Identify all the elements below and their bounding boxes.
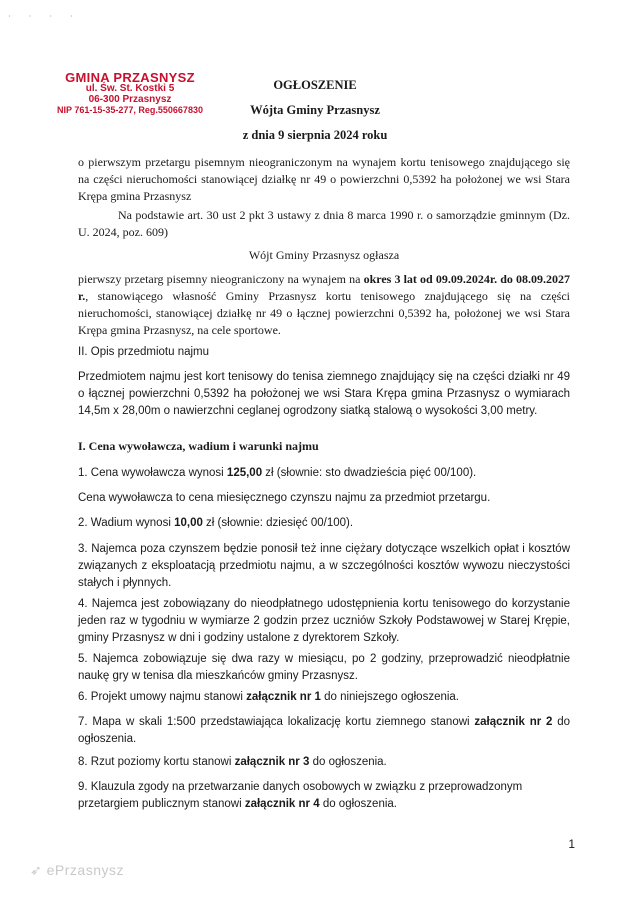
item-9-attachment: załącznik nr 4: [244, 798, 320, 810]
scan-specks: · · · ·: [8, 12, 81, 21]
item-6-text-b: do niniejszego ogłoszenia.: [320, 691, 460, 703]
item-6: [78, 689, 570, 706]
document-subtitle: Wójta Gminy Przasnysz: [250, 103, 380, 117]
document-date: z dnia 9 sierpnia 2024 roku: [242, 128, 388, 142]
municipality-stamp: [50, 72, 210, 116]
watermark-text: ePrzasnysz: [46, 862, 124, 878]
main-text-1: pierwszy przetarg pisemny nieograniczony na wynajem na: [78, 272, 364, 286]
section1-heading: I. Cena wywoławcza, wadium i warunki najmu: [78, 439, 319, 453]
item-1-note: Cena wywoławcza to cena miesięcznego czynszu najmu za przedmiot przetargu.: [78, 492, 491, 504]
legal-basis-paragraph: Na podstawie art. 30 ust 2 pkt 3 ustawy z dnia 8 marca 1990 r. o samorządzie gminnym (Dz. U. 2024, poz. 609): [78, 208, 570, 239]
stamp-nip: NIP 761-15-35-277, Reg.550667830: [57, 105, 203, 115]
item-1-text-b: zł (słownie: sto dwadzieścia pięć 00/100).: [262, 467, 477, 479]
item-1: [78, 465, 570, 482]
item-9-text-a: 9. Klauzula zgody na przetwarzanie danych osobowych w związku z przeprowadzonym przetargiem publicznym stanowi: [78, 781, 523, 810]
item-6-attachment: załącznik nr 1: [246, 691, 321, 703]
announces-line: Wójt Gminy Przasnysz ogłasza: [248, 248, 400, 262]
item-7-attachment: załącznik nr 2: [474, 716, 553, 728]
item-8: [78, 754, 570, 771]
section2-text: Przedmiotem najmu jest kort tenisowy do tenisa ziemnego znajdujący się na części działki nr 49 o łącznej powierzchni 0,5392 ha położonej we wsi Stara Krępa gmina Przasnysz o wymiarach 14,5m x 28,00m o nawierzchni ceglanej ogrodzony siatką stalową o wysokości 3,00 metry.: [78, 371, 570, 417]
item-1-text-a: 1. Cena wywoławcza wynosi: [78, 467, 227, 479]
item-9-text-b: do ogłoszenia.: [319, 798, 397, 810]
main-period: okres 3 lat od 09.09.2024r. do 08.09.2027 r.: [78, 272, 570, 303]
stamp-city: 06-300 Przasnysz: [88, 94, 172, 105]
item-2-text-a: 2. Wadium wynosi: [78, 517, 175, 529]
item-6-text-a: 6. Projekt umowy najmu stanowi: [78, 691, 247, 703]
document-title: OGŁOSZENIE: [273, 78, 357, 92]
item-2-deposit: 10,00: [174, 517, 203, 529]
item-3: 3. Najemca poza czynszem będzie ponosił też inne ciężary dotyczące wszelkich opłat i kosztów związanych z eksploatacją przedmiotu najmu, a w szczególności kosztów wywozu nieczystości stałych i płynnych.: [78, 543, 570, 589]
watermark-arrow-icon: ➶: [30, 862, 43, 878]
item-5: 5. Najemca zobowiązuje się dwa razy w miesiącu, po 2 godziny, przeprowadzić nieodpłatnie naukę gry w tenisa dla mieszkańców gminy Przasnysz.: [78, 653, 570, 682]
item-4: 4. Najemca jest zobowiązany do nieodpłatnego udostępnienia kortu tenisowego do korzystanie jeden raz w tygodniu w wymiarze 2 godzin przez uczniów Szkoły Podstawowej w Starej Krępie, gminy Przasnysz w dni i godziny ustalone z dyrektorem Szkoły.: [78, 598, 570, 644]
item-1-price: 125,00: [226, 467, 263, 479]
stamp-street: ul. Św. St. Kostki 5: [85, 83, 175, 94]
stamp-name: GMINA PRZASNYSZ: [65, 70, 195, 85]
main-text-2: , stanowiącego własność Gminy Przasnysz kortu tenisowego znajdującego się na części nieruchomości, stanowiącej działkę nr 49 o łącznej powierzchni 0,5392 ha, położonej we wsi Stara Krępa gmina Przasnysz, na cele sportowe.: [78, 289, 570, 337]
item-7-text-b: do ogłoszenia.: [78, 716, 570, 745]
item-7: [78, 714, 570, 748]
item-9: [78, 779, 570, 813]
page-number: 1: [568, 837, 575, 851]
intro-paragraph: o pierwszym przetargu pisemnym nieograniczonym na wynajem kortu tenisowego znajdującego się na części nieruchomości stanowiącej działkę nr 49 o powierzchni 0,5392 ha położonej we wsi Stara Krępa gmina Przasnysz: [78, 155, 570, 203]
item-8-text-b: do ogłoszenia.: [309, 756, 387, 768]
site-watermark: [30, 862, 124, 879]
item-8-text-a: 8. Rzut poziomy kortu stanowi: [78, 756, 235, 768]
item-2: [78, 515, 570, 532]
section2-heading: II. Opis przedmiotu najmu: [78, 346, 210, 358]
item-8-attachment: załącznik nr 3: [234, 756, 310, 768]
item-7-text-a: 7. Mapa w skali 1:500 przedstawiająca lokalizację kortu ziemnego stanowi: [78, 716, 475, 728]
item-2-text-b: zł (słownie: dziesięć 00/100).: [202, 517, 354, 529]
main-paragraph: [78, 271, 570, 339]
